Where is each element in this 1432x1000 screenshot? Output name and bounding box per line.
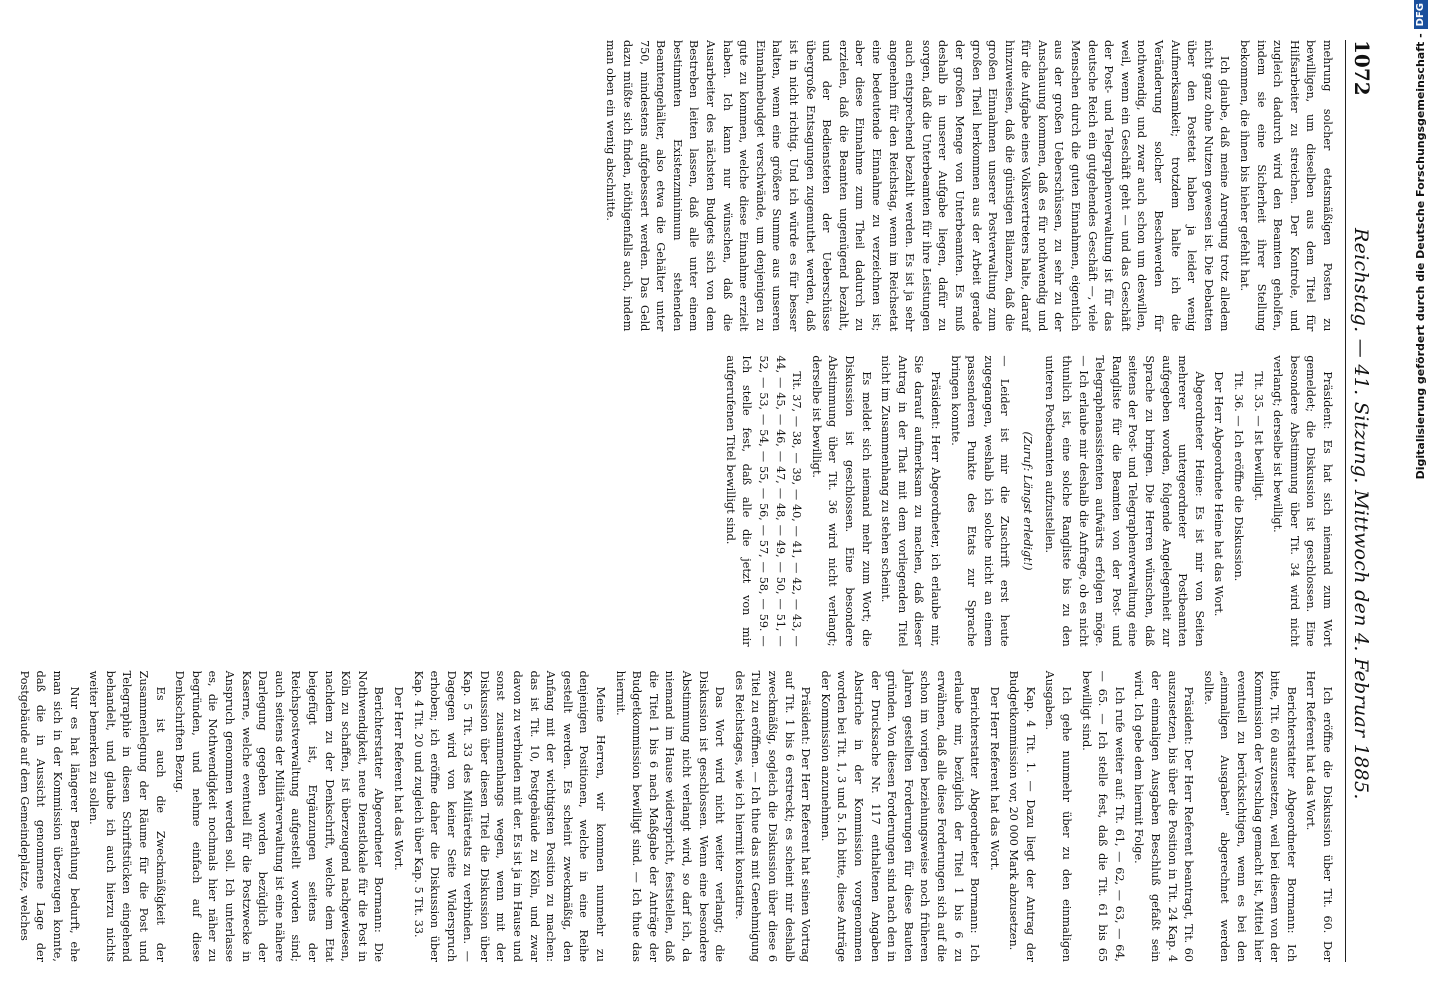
paragraph: Es ist auch die Zweckmäßigkeit der Zusammenlegung der Räume für die Post und Telegraphie in diesen Schriftstücken eingehend behandelt, und glaube ich auch hierzu nichts weiter bemerken zu sollen. (87, 670, 167, 962)
paragraph: Präsident: Der Herr Referent beantragt, Tit. 60 auszusetzen, bis über die Position in Tit. 24 Kap. 4 der einmaligen Ausgaben Beschluß gefaßt sein wird. Ich gebe dem hiermit Folge. (1132, 670, 1196, 962)
paragraph: Der Herr Referent hat das Wort. (391, 686, 405, 871)
running-title: Reichstag. — 41. Sitzung. Mittwoch den 4. Februar 1885. (1350, 227, 1372, 800)
left-column (45, 40, 1335, 331)
paragraph: Abgeordneter Heine: Es ist mir von Seiten mehrerer untergeordneter Postbeamten aufgegeben worden, folgende Angelegenheit zur Sprache zu bringen. Die Herren wünschen, daß seitens der Post- und Telegraphenverwaltung eine Rangliste für die Beamten von der Post- und Telegraphenassistenten aufwärts erfolgen möge. — Ich erlaube mir deshalb die Anfrage, ob es nicht thunlich ist, eine solche Rangliste bis zu den unteren Postbeamten aufzustellen. (1043, 355, 1206, 647)
paragraph: Tit. 36. — Ich eröffne die Diskussion. (1232, 371, 1246, 582)
paragraph: Ich glaube, daß meine Anregung trotz alledem nicht ganz ohne Nutzen gewesen ist. Die Debatten über den Postetat haben ja leider wenig Aufmerksamkeit; trotzdem halte ich die Veränderung solcher Beschwerden für nothwendig, und zwar auch schon um deswillen, weil, wenn ein Geschäft geht — und das Geschäft der Post- und Telegraphenverwaltung ist für das deutsche Reich ein gutgehendes Geschäft —, viele Menschen durch die guten Einnahmen, eigentlich aus der großen Ueberschüssen, zu sehr zu der Anschauung kommen, daß es für nothwendig und für die Aufgabe eines Volksvertreters halte, darauf hinzuweisen, daß die günstigen Bilanzen, daß die großen Einnahmen unserer Postverwaltung zum großen Theil herkommen aus der Arbeit gerade der großen Menge von Unterbeamten. Es muß deshalb in unserer Aufgabe liegen, dafür zu sorgen, daß die Unterbeamten für ihre Leistungen auch entsprechend bezahlt werden. Es ist ja sehr angenehm für den Reichstag, wenn im Reichsetat eine bedeutende Einnahme zu verzeichnen ist; aber diese Einnahme zum Theil dadurch zu erzielen, daß die Beamten ungenügend bezahlt, und der Bediensteten der Ueberschüsse übergroße Entsagungen zugemuthet werden, daß ist in nicht richtig. Und ich würde es für besser halten, wenn eine größere Summe aus unseren Einnahmebudget verschwände, um denjenigen zu gute zu kommen, welche diese Einnahme erzielt haben. Ich kann nur wünschen, daß die Ausarbeiter des nächsten Budgets sich von dem Bestreben leiten lassen, daß alle unter einem bestimmten Existenzminimum stehenden Beamtengehälter, also etwa die Gehälter unter 750, mindestens aufgebessert werden. Das Geld dazu müßte sich finden, nöthigenfalls auch, indem man oben ein wenig abschnitte. (604, 40, 1232, 332)
paragraph: Nur es hat längerer Berathung bedurft, ehe man sich in der Kommission überzeugen konnte, daß die in Aussicht genommene Lage der Postgebäude auf dem Gemeindeplatze, welches (17, 670, 81, 962)
paragraph: Tit. 37, — 38, — 39, — 40, — 41, — 42, — 43, — 44, — 45, — 46, — 47, — 48, — 49, — 50, — 51, — 52, — 53, — 54, — 55, — 56, — 57, — 58, — 59. — Ich stelle fest, daß alle die jetzt von mir aufgerufenen Titel bewilligt sind. (723, 355, 804, 647)
right-column (17, 670, 1335, 962)
paragraph: Tit. 35. — Ist bewilligt. (1251, 371, 1265, 502)
paragraph: Es meldet sich niemand mehr zum Wort; die Diskussion ist geschlossen. Eine besondere Abstimmung über Tit. 36 wird nicht verlangt; derselbe ist bewilligt. (809, 355, 873, 647)
paragraph: Berichterstatter Abgeordneter Bormann: Die Nothwendigkeit, neue Dienstlokale für die Post in Köln zu schaffen, ist überzeugend nachgewiesen, nachdem zu der Denkschrift, welche dem Etat beigefügt ist, Ergänzungen seitens der Reichspostverwaltung aufgestellt worden sind; auch seitens der Militärverwaltung ist eine nähere Darlegung gegeben worden bezüglich der Kaserne, welche eventuell für die Postzwecke in Anspruch genommen werden soll. Ich unterlasse es, die Nothwendigkeit nochmals hier näher zu begründen, und nehme einfach auf diese Denkschriften Bezug. (173, 670, 386, 962)
paragraph: Der Herr Referent hat das Wort. (987, 686, 1001, 871)
paragraph: Meine Herren, wir kommen nunmehr zu denjenigen Positionen, welche in eine Reihe gestellt werden. Es scheint zweckmäßig, den Anfang mit der wichtigsten Position zu machen: das ist Tit. 10, Postgebäude zu Köln, und zwar davon zu verbinden mit der. Es ist ja im Hause und sonst zusammenhangs wegen, wenn mit der Diskussion über diesen Titel die Diskussion über Kap. 5 Tit. 33 des Militäretats zu verbinden. — Dagegen wird von keiner Seite Widerspruch erhoben; ich eröffne daher die Diskussion über Kap. 4 Tit. 20 und zugleich über Kap. 5 Tit. 33. (411, 670, 608, 962)
paragraph: — Leider ist mir die Zuschrift erst heute zugegangen, weshalb ich solche nicht an einem passenderen Punkte des Etats zur Sprache bringen konnte. (948, 355, 1012, 647)
paragraph: Berichterstatter Abgeordneter Bormann: Ich bitte, Tit. 60 auszusetzen, weil bei diesem von der Kommission der Vorschlag gemacht ist, Mittel hier eventuell zu berücksichtigen, wenn es bei den „einmaligen Ausgaben" abgerechnet werden sollte. (1201, 670, 1298, 962)
digitization-credit (1410, 0, 1432, 1000)
digitization-credit-text: Digitalisierung gefördert durch die Deutsche Forschungsgemeinschaft - (1414, 33, 1427, 480)
paragraph: Präsident: Der Herr Referent hat seinen Vortrag auf Tit. 1 bis 6 erstreckt; es scheint mir deshalb zweckmäßig, sogleich die Diskussion über diese 6 Titel zu eröffnen. — Ich thue das mit Genehmigung des Reichstages, wie ich hiermit konstatire. (732, 670, 813, 962)
paragraph: Präsident: Herr Abgeordneter, ich erlaube mir, Sie darauf aufmerksam zu machen, daß dieser Antrag in der That mit dem vorliegenden Titel nicht im Zusammenhang zu stehen scheint. (879, 355, 942, 647)
paragraph: mehrung solcher etatsmäßigen Posten zu bewilligen, um dieselben aus dem Titel für Hilfsarbeiter zu streichen. Der Kontrole, und zugleich dadurch wird den Beamten geholfen, indem sie eine Sicherheit ihrer Stellung bekommen, die ihnen bis hieher gefehlt hat. (1238, 40, 1334, 332)
page-number: 1072 (1350, 40, 1374, 96)
text-columns (17, 40, 1335, 962)
paragraph: Ich gehe nunmehr über zu den einmaligen Ausgaben. (1043, 670, 1074, 962)
interjection: (Zuruf: Längst erledigt!) (1020, 431, 1034, 571)
paragraph: Ich eröffne die Diskussion über Tit. 60. Der Herr Referent hat das Wort. (1304, 670, 1334, 962)
paragraph: Berichterstatter Abgeordneter Bormann: Ich erlaube mir, bezüglich der Titel 1 bis 6 zu erwähnen, daß alle diese Forderungen sich auf die schon im vorigen beziehungsweise noch früheren Jahren gestellten Forderungen für diese Bauten gründen. Von diesen Forderungen sind nach den in der Drucksache Nr. 117 enthaltenen Angaben Abstriche in der Kommission vorgenommen worden bei Tit. 1, 3 und 5. Ich bitte, diese Anträge der Kommission anzunehmen. (818, 670, 982, 962)
paragraph: Der Herr Abgeordnete Heine hat das Wort. (1212, 371, 1226, 617)
paragraph: Präsident: Es hat sich niemand zum Wort gemeldet; die Diskussion ist geschlossen. Eine besondere Abstimmung über Tit. 34 wird nicht verlangt; derselbe ist bewilligt. (1271, 355, 1334, 647)
middle-column (45, 355, 1335, 646)
paragraph: Ich rufe weiter auf: Tit. 61, — 62, — 63, — 64, — 65. — Ich stelle fest, daß die Tit. 61 bis 65 bewilligt sind. (1079, 670, 1126, 962)
dfg-logo: DFG (1414, 0, 1428, 29)
paragraph: Kap. 4 Tit. 1. — Dazu liegt der Antrag der Budgetkommission vor, 20 000 Mark abzusetzen. (1007, 670, 1037, 962)
paragraph: Das Wort wird nicht weiter verlangt; die Diskussion ist geschlossen. Wenn eine besondere Abstimmung nicht verlangt wird, so darf ich, da niemand im Hause widerspricht, feststellen, daß die Titel 1 bis 6 nach Maßgabe der Anträge der Budgetkommission bewilligt sind. — Ich thue das hiermit. (613, 670, 727, 962)
page-header (1345, 40, 1374, 962)
